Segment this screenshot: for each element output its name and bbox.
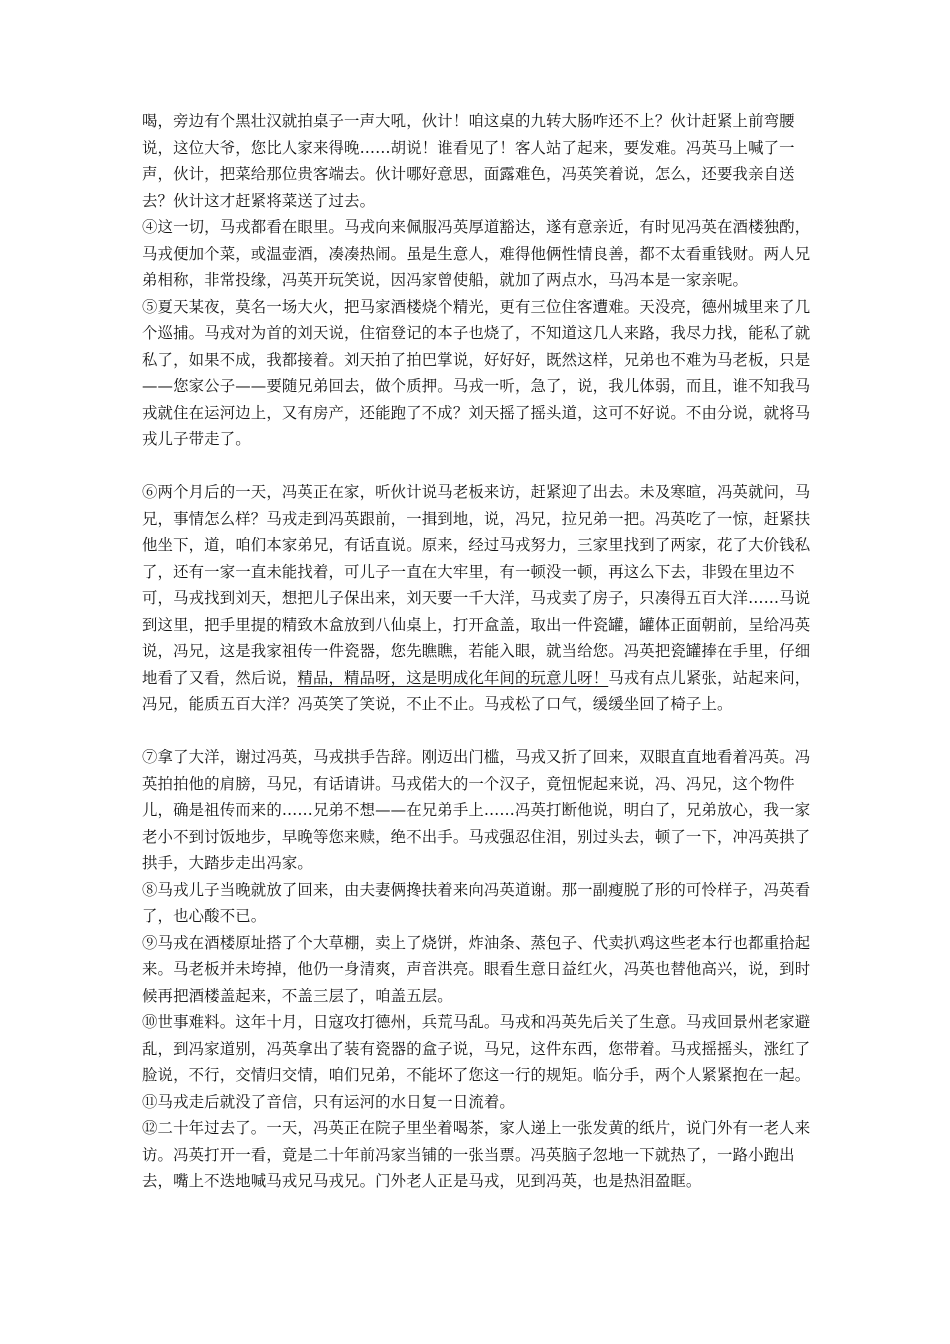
document-page [142,108,814,1195]
paragraph-12: ⑫二十年过去了。一天，冯英正在院子里坐着喝茶，家人递上一张发黄的纸片，说门外有一老人来访。冯英打开一看，竟是二十年前冯家当铺的一张当票。冯英脑子忽地一下就热了，一路小跑出去，嘴上不迭地喊马戎兄马戎兄。门外老人正是马戎，见到冯英，也是热泪盈眶。 [142,1119,811,1190]
paragraph-8: ⑧马戎儿子当晚就放了回来，由夫妻俩搀扶着来向冯英道谢。那一副瘦脱了形的可怜样子，冯英看了，也心酸不已。 [142,880,811,925]
paragraph-6 [142,479,814,718]
paragraph-11: ⑪马戎走后就没了音信，只有运河的水日复一日流着。 [142,1092,515,1111]
paragraph-10: ⑩世事难料。这年十月，日寇攻打德州，兵荒马乱。马戎和冯英先后关了生意。马戎回景州老家避乱，到冯家道别，冯英拿出了装有瓷器的盒子说，马兄，这件东西，您带着。马戎摇摇头，涨红了脸说，不行，交情归交情，咱们兄弟，不能坏了您这一行的规矩。临分手，两个人紧紧抱在一起。 [142,1013,811,1084]
paragraph-7: ⑦拿了大洋，谢过冯英，马戎拱手告辞。刚迈出门槛，马戎又折了回来，双眼直直地看着冯英。冯英拍拍他的肩膀，马兄，有话请讲。马戎偌大的一个汉子，竟忸怩起来说，冯、冯兄，这个物件儿，确是祖传而来的……兄弟不想——在兄弟手上……冯英打断他说，明白了，兄弟放心，我一家老小不到讨饭地步，早晚等您来赎，绝不出手。马戎强忍住泪，别过头去，顿了一下，冲冯英拱了拱手，大踏步走出冯家。 [142,748,811,872]
paragraph-intro: 喝，旁边有个黑壮汉就拍桌子一声大吼，伙计！咱这桌的九转大肠咋还不上？伙计赶紧上前弯腰说，这位大爷，您比人家来得晚……胡说！谁看见了！客人站了起来，要发难。冯英马上喊了一声，伙计，把菜给那位贵客端去。伙计哪好意思，面露难色，冯英笑着说，怎么，还要我亲自送去？伙计这才赶紧将菜送了过去。 [142,112,795,210]
paragraph-6-text-a: ⑥两个月后的一天，冯英正在家，听伙计说马老板来访，赶紧迎了出去。未及寒暄，冯英就问，马兄，事情怎么样？马戎走到冯英跟前，一揖到地，说，冯兄，拉兄弟一把。冯英吃了一惊，赶紧扶他坐下，道，咱们本家弟兄，有话直说。原来，经过马戎努力，三家里找到了两家，花了大价钱私了，还有一家一直未能找着，可儿子一直在大牢里，有一顿没一顿，再这么下去，非毁在里边不可，马戎找到刘天，想把儿子保出来，刘天要一千大洋，马戎卖了房子，只凑得五百大洋……马说到这里，把手里提的精致木盒放到八仙桌上，打开盒盖，取出一件瓷罐，罐体正面朝前，呈给冯英说，冯兄，这是我家祖传一件瓷器，您先瞧瞧，若能入眼，就当给您。冯英把瓷罐捧在手里，仔细地看了又看，然后说， [142,483,811,687]
underlined-sentence: 精品，精品呀，这是明成化年间的玩意儿呀！ [297,668,609,687]
paragraph-4: ④这一切，马戎都看在眼里。马戎向来佩服冯英厚道豁达，遂有意亲近，有时见冯英在酒楼独酌，马戎便加个菜，或温壶酒，凑凑热闹。虽是生意人，难得他俩性情良善，都不太看重钱财。两人兄弟相称，非常投缘，冯英开玩笑说，因冯家曾使船，就加了两点水，马冯本是一家亲呢。 [142,218,811,289]
paragraph-5: ⑤夏天某夜，莫名一场大火，把马家酒楼烧个精光，更有三位住客遭难。天没亮，德州城里来了几个巡捕。马戎对为首的刘天说，住宿登记的本子也烧了，不知道这几人来路，我尽力找，能私了就私了，如果不成，我都接着。刘天拍了拍巴掌说，好好好，既然这样，兄弟也不难为马老板，只是——您家公子——要随兄弟回去，做个质押。马戎一听，急了，说，我儿体弱，而且，谁不知我马戎就住在运河边上，又有房产，还能跑了不成？刘天摇了摇头道，这可不好说。不由分说，就将马戎儿子带走了。 [142,297,811,448]
paragraph-spacer [142,718,814,745]
paragraph-spacer [142,453,814,480]
paragraph-9: ⑨马戎在酒楼原址搭了个大草棚，卖上了烧饼，炸油条、蒸包子、代卖扒鸡这些老本行也都重拾起来。马老板并未垮掉，他仍一身清爽，声音洪亮。眼看生意日益红火，冯英也替他高兴，说，到时候再把酒楼盖起来，不盖三层了，咱盖五层。 [142,933,811,1005]
paragraph-6-text-b: 马戎有点儿紧张，站起来问，冯兄，能质五百大洋？冯英笑了笑说，不止不止。马戎松了口气，缓缓坐回了椅子上。 [142,668,811,713]
